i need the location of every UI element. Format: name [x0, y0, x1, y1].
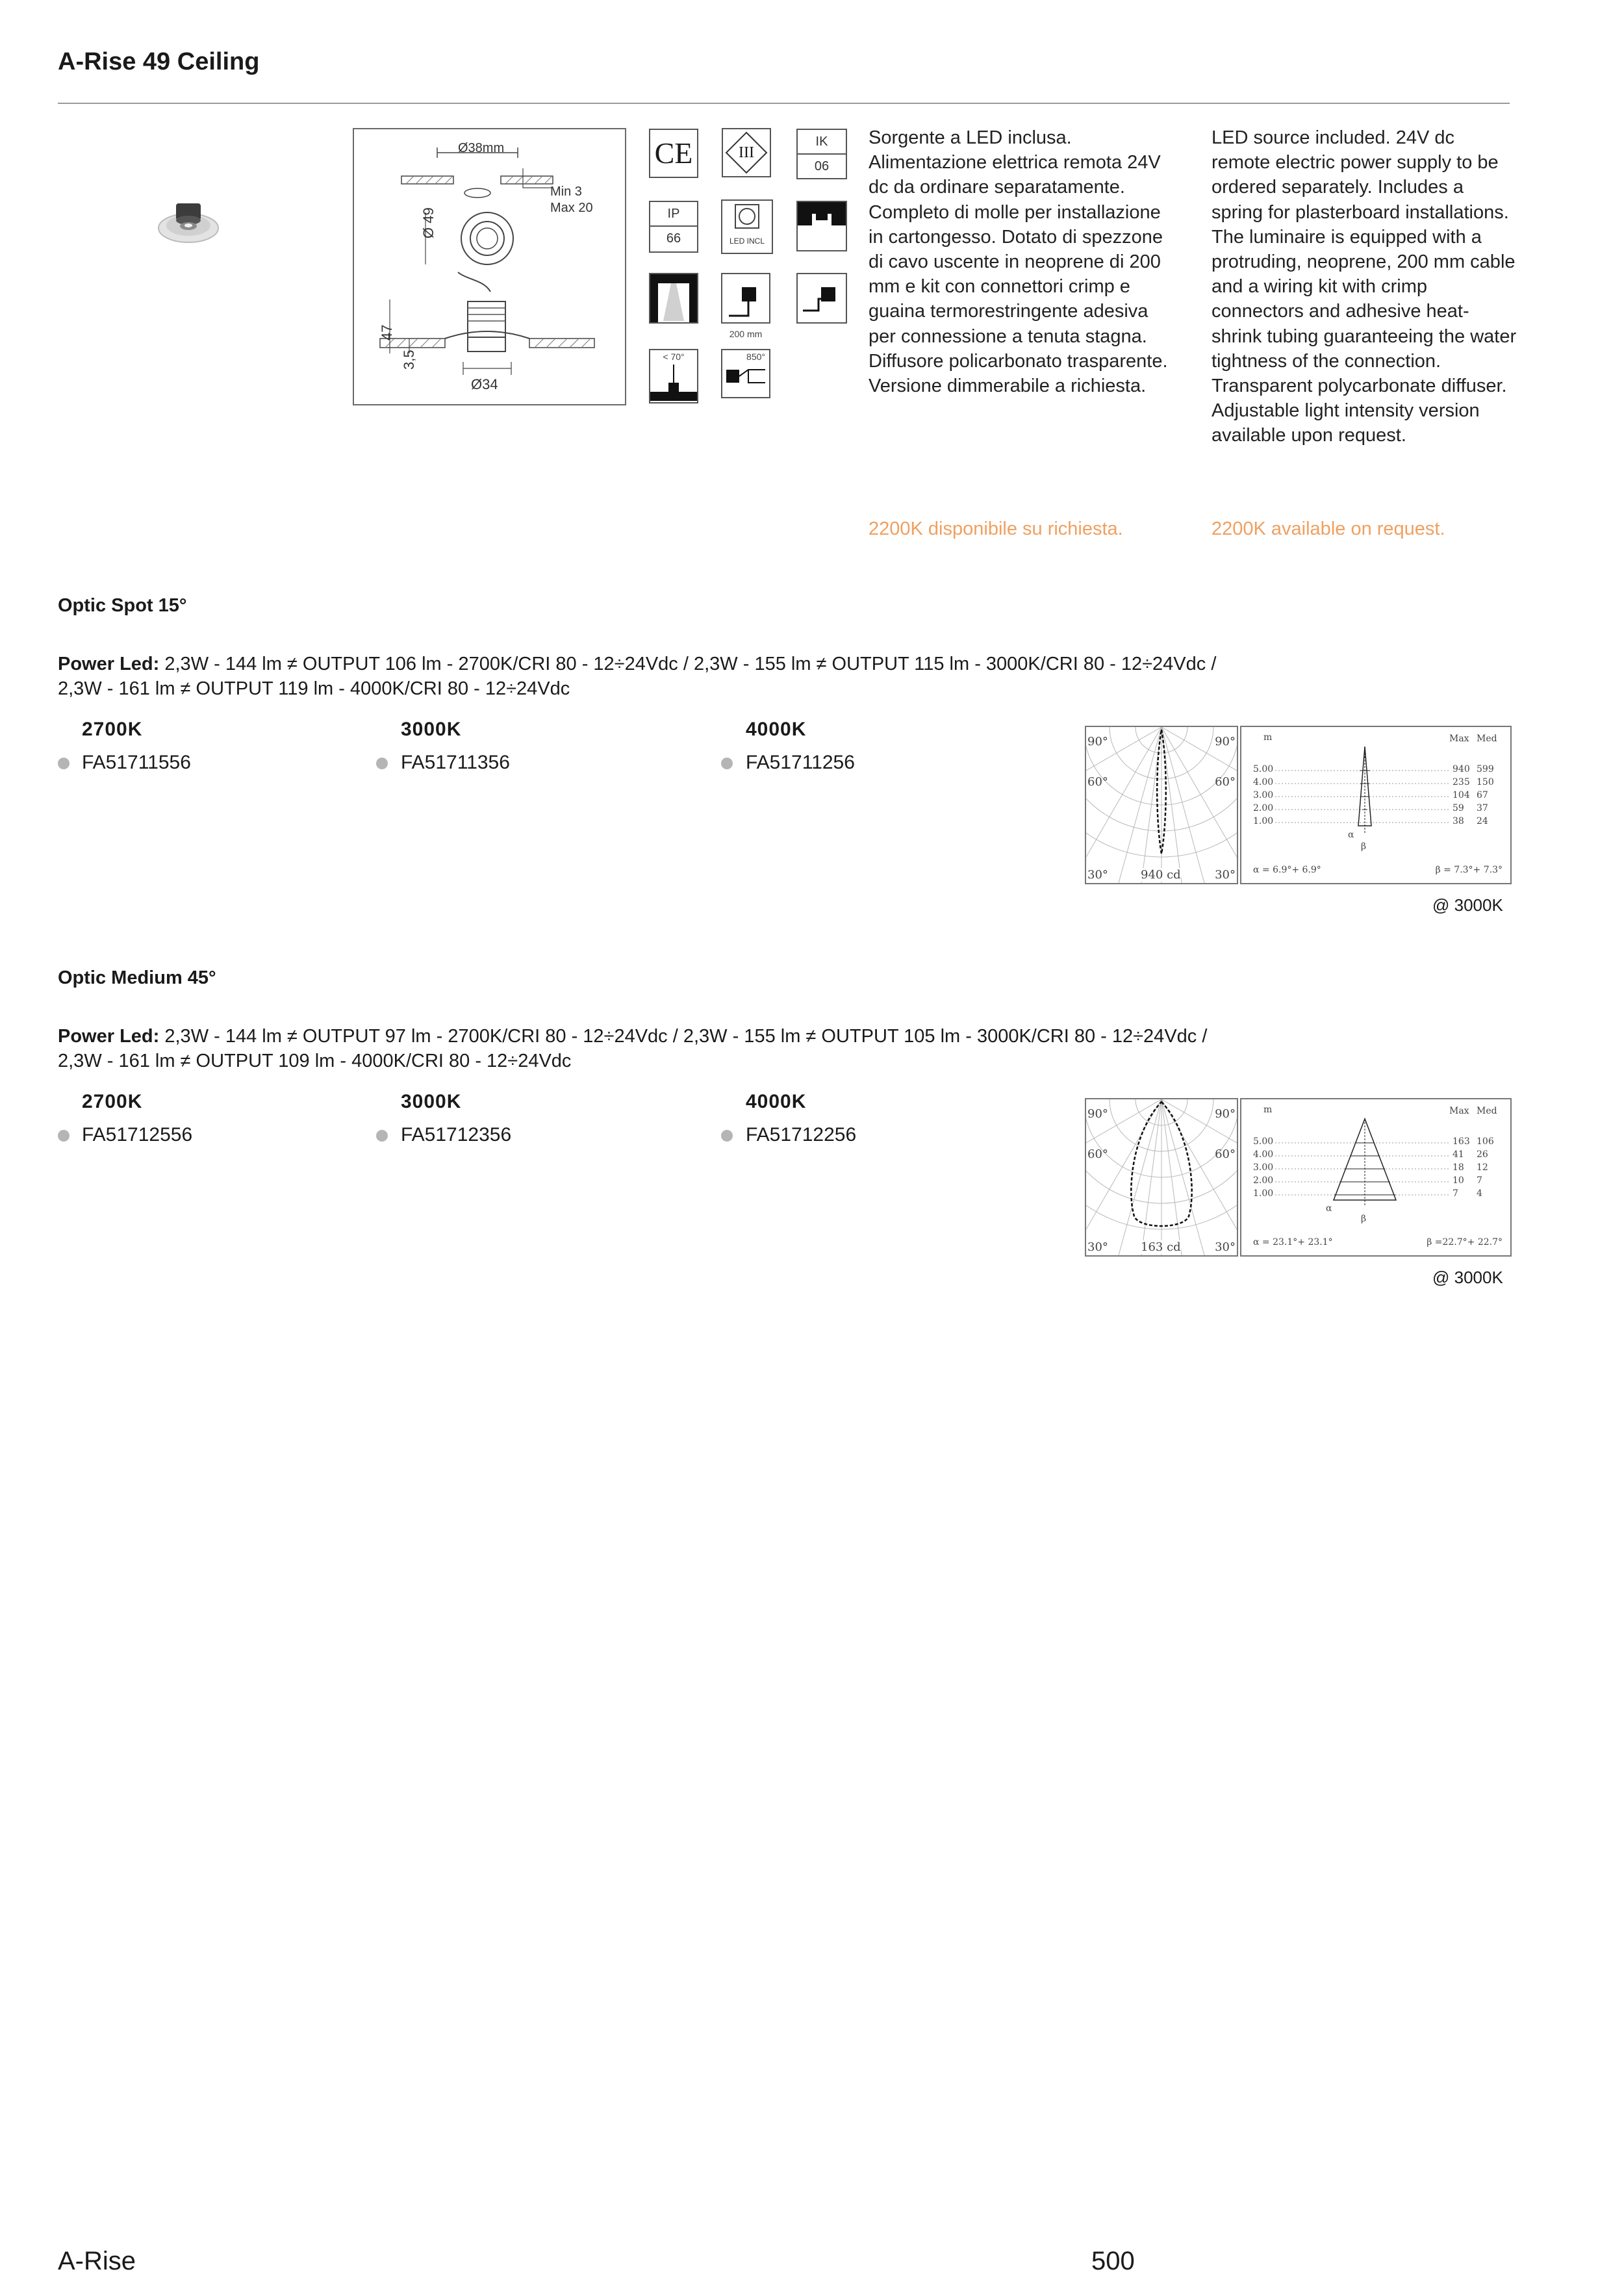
led-included-icon: LED INCL — [721, 199, 773, 254]
polar-label-60-left: 60° — [1087, 1147, 1108, 1161]
product-code: FA51712356 — [401, 1124, 512, 1145]
temp-3000k-header: 3000K — [401, 1091, 462, 1112]
color-temp-reference: @ 3000K — [1432, 1268, 1503, 1287]
cone-alpha-symbol: α — [1348, 830, 1354, 840]
polar-label-30-left: 30° — [1087, 868, 1108, 882]
cone-row-med: 26 — [1477, 1149, 1488, 1160]
cone-unit-label: m — [1263, 1105, 1273, 1115]
cone-row-med: 4 — [1477, 1188, 1482, 1199]
description-english: LED source included. 24V dc remote electric power supply to be ordered separately. Includes a spring for plasterboard installations. The luminaire is equipped with a protruding, neoprene, 200 mm cable and a wiring kit with crimp connectors and adhesive heat-shrink tubing guaranteeing the water tightness of the connection. Transparent polycarbonate diffuser. Adjustable light intensity version available upon request. — [1212, 127, 1517, 446]
cone-row-max: 38 — [1453, 816, 1464, 826]
dim-bottom-diameter: Ø34 — [471, 376, 498, 392]
remote-driver-icon — [796, 273, 847, 324]
cone-alpha-value: α = 6.9°+ 6.9° — [1253, 865, 1321, 875]
dim-depth: 3,5 — [401, 350, 417, 370]
cone-row-max: 18 — [1453, 1162, 1464, 1173]
temp-3000k-header: 3000K — [401, 719, 462, 740]
cone-row-med: 7 — [1477, 1175, 1482, 1186]
cone-row-med: 24 — [1477, 816, 1488, 826]
power-line-1: 2,3W - 144 lm ≠ OUTPUT 106 lm - 2700K/CRI 80 - 12÷24Vdc / 2,3W - 155 lm ≠ OUTPUT 115 lm - 3000K/CRI 80 - 12÷24Vdc / — [164, 654, 1217, 674]
polar-label-60-right: 60° — [1215, 775, 1236, 789]
temperature-850-icon: 850° — [721, 349, 770, 398]
power-line-2: 2,3W - 161 lm ≠ OUTPUT 109 lm - 4000K/CRI 80 - 12÷24Vdc — [58, 1051, 572, 1071]
cone-row-m: 3.00 — [1253, 790, 1274, 800]
product-code: FA51711256 — [746, 752, 855, 773]
ceiling-recessed-icon — [796, 201, 847, 251]
cone-unit-label: m — [1263, 732, 1273, 743]
cone-row-med: 37 — [1477, 803, 1488, 813]
cone-row-med: 67 — [1477, 790, 1488, 800]
cone-row-med: 106 — [1477, 1136, 1494, 1147]
cone-row-max: 163 — [1453, 1136, 1470, 1147]
cone-row-max: 940 — [1453, 764, 1470, 774]
temp-4000k-header: 4000K — [746, 1091, 807, 1112]
cone-row-max: 235 — [1453, 777, 1470, 787]
note-italian: 2200K disponibile su richiesta. — [869, 518, 1123, 539]
polar-label-90-left: 90° — [1087, 735, 1108, 748]
temp-2700k-header: 2700K — [82, 1091, 143, 1112]
polar-label-30-left: 30° — [1087, 1240, 1108, 1254]
power-line-1: 2,3W - 144 lm ≠ OUTPUT 97 lm - 2700K/CRI 80 - 12÷24Vdc / 2,3W - 155 lm ≠ OUTPUT 105 lm - 3000K/CRI 80 - 12÷24Vdc / — [164, 1026, 1208, 1047]
cone-alpha-value: α = 23.1°+ 23.1° — [1253, 1237, 1333, 1247]
polar-diagram-spot — [1085, 726, 1238, 884]
dim-min: Min 3 — [550, 185, 582, 199]
polar-max-cd: 940 cd — [1141, 868, 1181, 882]
cone-row-m: 2.00 — [1253, 803, 1274, 813]
color-dot — [376, 1130, 388, 1142]
polar-label-90-right: 90° — [1215, 1107, 1236, 1121]
page-title: A-Rise 49 Ceiling — [58, 48, 260, 75]
cone-row-max: 59 — [1453, 803, 1464, 813]
power-line-2: 2,3W - 161 lm ≠ OUTPUT 119 lm - 4000K/CRI 80 - 12÷24Vdc — [58, 678, 570, 699]
max-angle-icon: < 70° — [649, 349, 698, 403]
light-beam-icon — [649, 273, 698, 324]
description-italian: Sorgente a LED inclusa. Alimentazione elettrica remota 24V dc da ordinare separatamente. Completo di molle per installazione in cartongesso. Dotato di spezzone di cavo uscente in neoprene di 200 mm e kit con connettori crimp e guaina termorestringente adesiva per connessione a tenuta stagna. Diffusore policarbonato trasparente. Versione dimmerabile a richiesta. — [869, 127, 1168, 397]
cone-row-m: 1.00 — [1253, 1188, 1274, 1199]
cone-row-m: 3.00 — [1253, 1162, 1274, 1173]
cone-med-label: Med — [1477, 1106, 1497, 1116]
color-dot — [376, 758, 388, 769]
cone-row-max: 104 — [1453, 790, 1470, 800]
polar-label-60-right: 60° — [1215, 1147, 1236, 1161]
cone-med-label: Med — [1477, 734, 1497, 744]
polar-label-30-right: 30° — [1215, 1240, 1236, 1254]
product-photo — [153, 185, 224, 257]
polar-max-cd: 163 cd — [1141, 1240, 1181, 1254]
technical-drawing — [353, 128, 626, 405]
color-temp-reference: @ 3000K — [1432, 895, 1503, 915]
color-dot — [721, 758, 733, 769]
cone-max-label: Max — [1449, 1106, 1469, 1116]
cone-max-label: Max — [1449, 734, 1469, 744]
polar-label-90-right: 90° — [1215, 735, 1236, 748]
cone-beta-value: β = 7.3°+ 7.3° — [1435, 865, 1503, 875]
color-dot — [58, 758, 70, 769]
power-led-label: Power Led: — [58, 1026, 160, 1047]
power-led-label: Power Led: — [58, 654, 160, 674]
polar-label-30-right: 30° — [1215, 868, 1236, 882]
color-dot — [58, 1130, 70, 1142]
cone-row-max: 10 — [1453, 1175, 1464, 1186]
cone-row-m: 4.00 — [1253, 1149, 1274, 1160]
cone-row-med: 150 — [1477, 777, 1494, 787]
footer-product-name: A-Rise — [58, 2247, 136, 2275]
polar-diagram-medium — [1085, 1098, 1238, 1257]
cone-row-m: 4.00 — [1253, 777, 1274, 787]
cone-row-m: 2.00 — [1253, 1175, 1274, 1186]
page-number: 500 — [1091, 2247, 1135, 2275]
cone-row-med: 12 — [1477, 1162, 1488, 1173]
cone-diagram-spot — [1240, 726, 1512, 884]
cone-row-max: 7 — [1453, 1188, 1458, 1199]
polar-label-90-left: 90° — [1087, 1107, 1108, 1121]
product-code: FA51712556 — [82, 1124, 193, 1145]
cone-beta-value: β =22.7°+ 22.7° — [1427, 1237, 1503, 1247]
ik-rating-icon: IK 06 — [796, 129, 847, 179]
dim-height: 47 — [379, 324, 395, 340]
cone-alpha-symbol: α — [1326, 1203, 1332, 1214]
cone-row-m: 5.00 — [1253, 764, 1274, 774]
cable-200mm-icon — [721, 273, 770, 324]
cone-row-med: 599 — [1477, 764, 1494, 774]
temp-4000k-header: 4000K — [746, 719, 807, 740]
cone-beta-symbol: β — [1361, 841, 1367, 852]
cone-diagram-medium — [1240, 1098, 1512, 1257]
dim-height-diameter: Ø 49 — [420, 207, 437, 238]
ip-rating-icon: IP 66 — [649, 201, 698, 253]
power-led-spec-medium — [58, 1024, 1500, 1073]
title-divider — [58, 103, 1510, 104]
dim-max: Max 20 — [550, 201, 593, 215]
product-code: FA51711356 — [401, 752, 510, 773]
cone-row-max: 41 — [1453, 1149, 1464, 1160]
temp-2700k-header: 2700K — [82, 719, 143, 740]
power-led-spec-spot — [58, 652, 1500, 701]
note-english: 2200K available on request. — [1212, 518, 1445, 539]
ce-mark-icon: CE — [649, 129, 698, 178]
dim-top-diameter: Ø38mm — [458, 141, 505, 155]
section-title-medium: Optic Medium 45° — [58, 967, 216, 988]
polar-label-60-left: 60° — [1087, 775, 1108, 789]
cable-length-label: 200 mm — [729, 329, 763, 339]
cone-beta-symbol: β — [1361, 1214, 1367, 1224]
product-code: FA51712256 — [746, 1124, 857, 1145]
cone-row-m: 5.00 — [1253, 1136, 1274, 1147]
section-title-spot: Optic Spot 15° — [58, 595, 187, 616]
class-iii-icon: III — [721, 127, 772, 178]
product-code: FA51711556 — [82, 752, 191, 773]
dimension-drawing — [354, 129, 625, 404]
cone-row-m: 1.00 — [1253, 816, 1274, 826]
color-dot — [721, 1130, 733, 1142]
